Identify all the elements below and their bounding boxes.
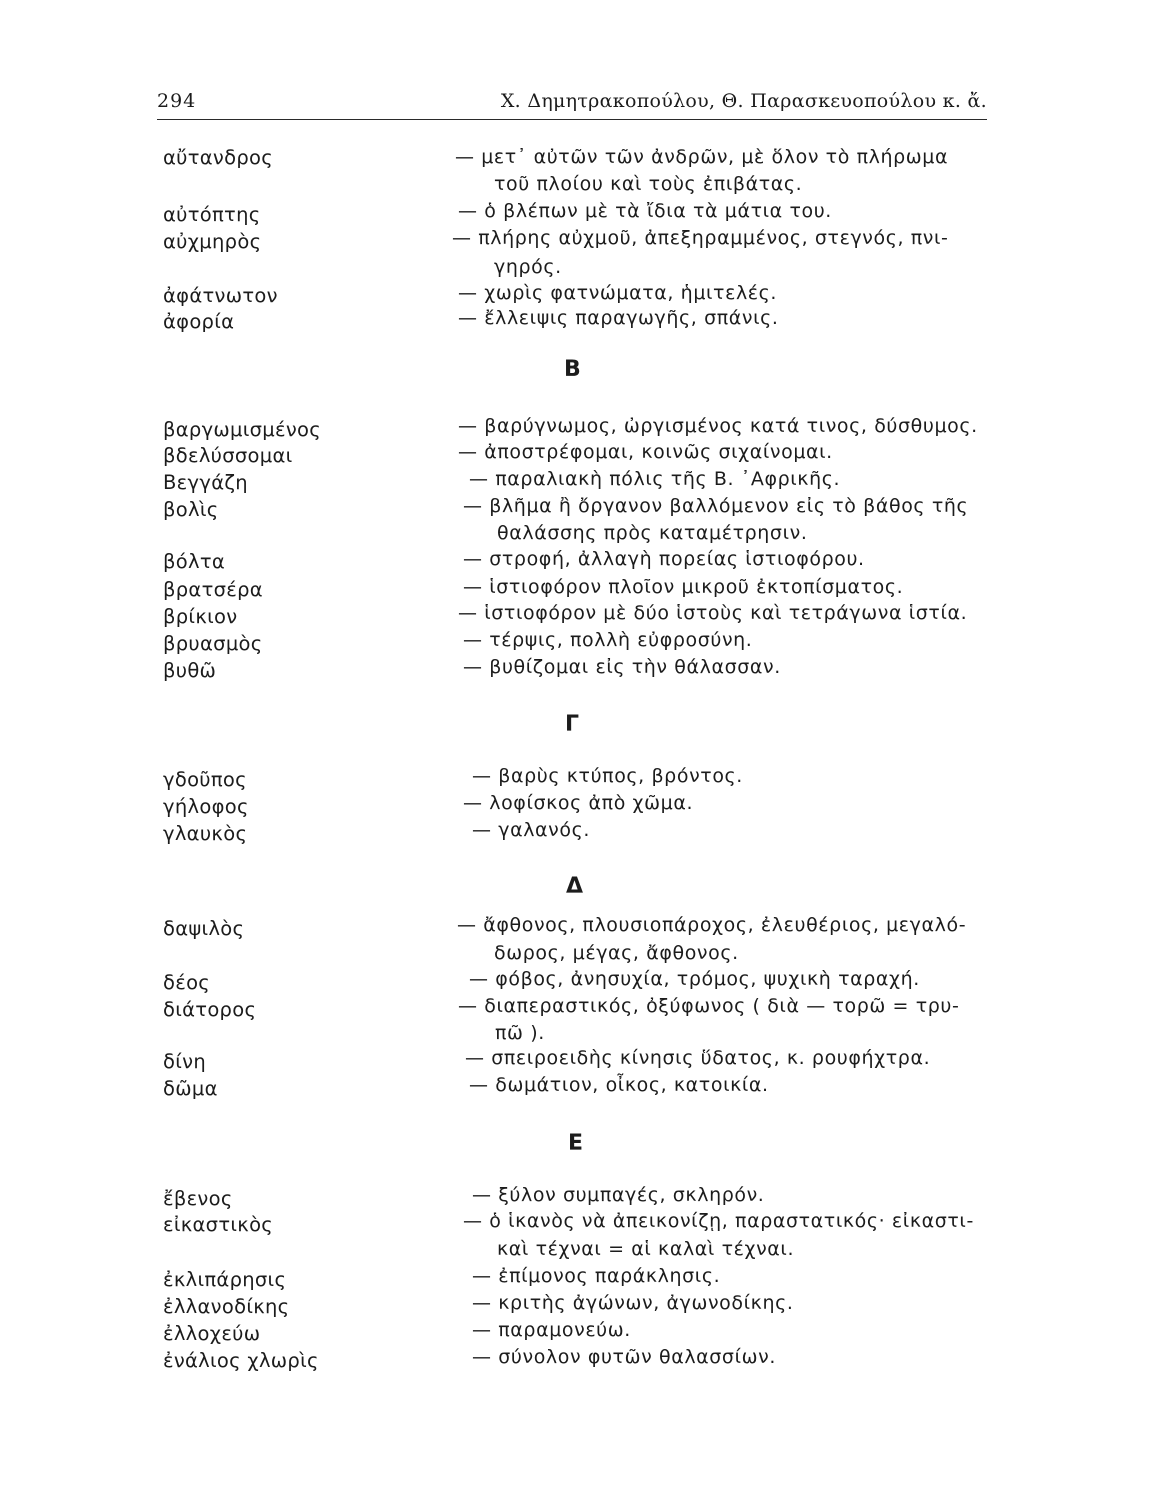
- glossary-term: βρατσέρα: [163, 578, 263, 601]
- glossary-definition-continued: γηρός.: [494, 256, 562, 278]
- glossary-definition: — παραμονεύω.: [472, 1319, 631, 1341]
- glossary-definition: — λοφίσκος ἀπὸ χῶμα.: [463, 792, 694, 814]
- glossary-term: ἐνάλιος χλωρὶς: [163, 1349, 319, 1372]
- glossary-term: βδελύσσομαι: [163, 444, 293, 467]
- glossary-term: γλαυκὸς: [163, 822, 248, 845]
- glossary-term: βρυασμὸς: [163, 632, 263, 655]
- glossary-term: βρίκιον: [163, 605, 238, 628]
- glossary-term: εἰκαστικὸς: [163, 1213, 274, 1236]
- glossary-definition: — ξύλον συμπαγές, σκληρόν.: [472, 1184, 765, 1206]
- section-letter-delta: Δ: [566, 874, 584, 899]
- glossary-term: δῶμα: [163, 1077, 218, 1100]
- section-letter-beta: Β: [564, 357, 581, 382]
- glossary-term: διάτορος: [163, 998, 257, 1021]
- glossary-term: βυθῶ: [163, 659, 217, 682]
- glossary-term: γήλοφος: [163, 795, 249, 818]
- glossary-definition: — τέρψις, πολλὴ εὐφροσύνη.: [463, 629, 753, 651]
- glossary-term: δίνη: [163, 1050, 206, 1073]
- glossary-definition: — στροφή, ἀλλαγὴ πορείας ἱστιοφόρου.: [463, 548, 865, 570]
- page-number: 294: [157, 90, 197, 112]
- glossary-definition-continued: πῶ ).: [495, 1022, 545, 1044]
- glossary-term: ἐλλοχεύω: [163, 1322, 261, 1345]
- glossary-definition: — ἱστιοφόρον μὲ δύο ἱστοὺς καὶ τετράγωνα ἱστία.: [458, 602, 968, 624]
- glossary-term: δαψιλὸς: [163, 917, 245, 940]
- glossary-definition: — ὁ ἱκανὸς νὰ ἀπεικονίζῃ, παραστατικός· εἰκαστι-: [463, 1210, 974, 1232]
- glossary-term: δέος: [163, 971, 211, 994]
- glossary-term: ἀφάτνωτον: [163, 284, 278, 307]
- glossary-definition: — βλῆμα ἢ ὄργανον βαλλόμενον εἰς τὸ βάθος τῆς: [463, 495, 969, 517]
- glossary-definition: — βυθίζομαι εἰς τὴν θάλασσαν.: [463, 656, 781, 678]
- glossary-definition: — χωρὶς φατνώματα, ἡμιτελές.: [458, 282, 778, 304]
- glossary-term: αὐτόπτης: [163, 203, 261, 226]
- glossary-definition-continued: θαλάσσης πρὸς καταμέτρησιν.: [497, 522, 808, 544]
- glossary-definition: — κριτὴς ἀγώνων, ἀγωνοδίκης.: [472, 1292, 794, 1314]
- glossary-term: Βεγγάζη: [163, 471, 248, 494]
- glossary-term: ἐκλιπάρησις: [163, 1268, 287, 1291]
- glossary-term: ἔβενος: [163, 1187, 233, 1210]
- glossary-definition: — μετ᾽ αὐτῶν τῶν ἀνδρῶν, μὲ ὅλον τὸ πλήρωμα: [455, 146, 949, 168]
- glossary-definition: — φόβος, ἀνησυχία, τρόμος, ψυχικὴ ταραχή.: [469, 968, 920, 990]
- glossary-definition: — σπειροειδὴς κίνησις ὕδατος, κ. ρουφήχτρα.: [465, 1047, 931, 1069]
- glossary-definition: — βαρύγνωμος, ὠργισμένος κατά τινος, δύσθυμος.: [458, 415, 978, 437]
- glossary-term: ἀφορία: [163, 310, 235, 333]
- header-rule: [157, 119, 987, 120]
- glossary-definition: — σύνολον φυτῶν θαλασσίων.: [472, 1346, 776, 1368]
- glossary-definition-continued: καὶ τέχναι = αἱ καλαὶ τέχναι.: [497, 1238, 795, 1260]
- page-header: [157, 90, 987, 120]
- glossary-definition: — παραλιακὴ πόλις τῆς Β. ᾽Αφρικῆς.: [469, 468, 841, 490]
- glossary-term: αὔτανδρος: [163, 146, 274, 169]
- glossary-definition: — δωμάτιον, οἶκος, κατοικία.: [469, 1074, 769, 1096]
- glossary-term: βόλτα: [163, 550, 226, 573]
- glossary-term: αὐχμηρὸς: [163, 230, 262, 253]
- section-letter-gamma: Γ: [565, 712, 580, 737]
- glossary-definition: — πλήρης αὐχμοῦ, ἀπεξηραμμένος, στεγνός, πνι-: [452, 227, 949, 249]
- glossary-definition: — γαλανός.: [472, 819, 591, 841]
- glossary-definition: — ὁ βλέπων μὲ τὰ ἴδια τὰ μάτια του.: [458, 200, 832, 222]
- glossary-definition: — ἄφθονος, πλουσιοπάροχος, ἐλευθέριος, μεγαλό-: [457, 914, 967, 936]
- glossary-definition: — ἱστιοφόρον πλοῖον μικροῦ ἐκτοπίσματος.: [463, 576, 904, 598]
- glossary-definition: — ἐπίμονος παράκλησις.: [472, 1265, 721, 1287]
- section-letter-epsilon: Ε: [568, 1131, 584, 1156]
- running-head-authors: Χ. Δημητρακοπούλου, Θ. Παρασκευοπούλου κ. ἄ.: [500, 90, 987, 112]
- glossary-term: βαργωμισμένος: [163, 418, 322, 441]
- glossary-definition: — διαπεραστικός, ὀξύφωνος ( διὰ — τορῶ = τρυ-: [458, 995, 960, 1017]
- glossary-definition-continued: τοῦ πλοίου καὶ τοὺς ἐπιβάτας.: [494, 173, 803, 195]
- glossary-definition-continued: δωρος, μέγας, ἄφθονος.: [494, 942, 739, 964]
- glossary-definition: — ἀποστρέφομαι, κοινῶς σιχαίνομαι.: [458, 441, 833, 463]
- glossary-definition: — ἔλλειψις παραγωγῆς, σπάνις.: [458, 307, 779, 329]
- glossary-definition: — βαρὺς κτύπος, βρόντος.: [472, 765, 743, 787]
- glossary-term: ἐλλανοδίκης: [163, 1295, 290, 1318]
- glossary-term: βολὶς: [163, 498, 219, 521]
- glossary-term: γδοῦπος: [163, 768, 247, 791]
